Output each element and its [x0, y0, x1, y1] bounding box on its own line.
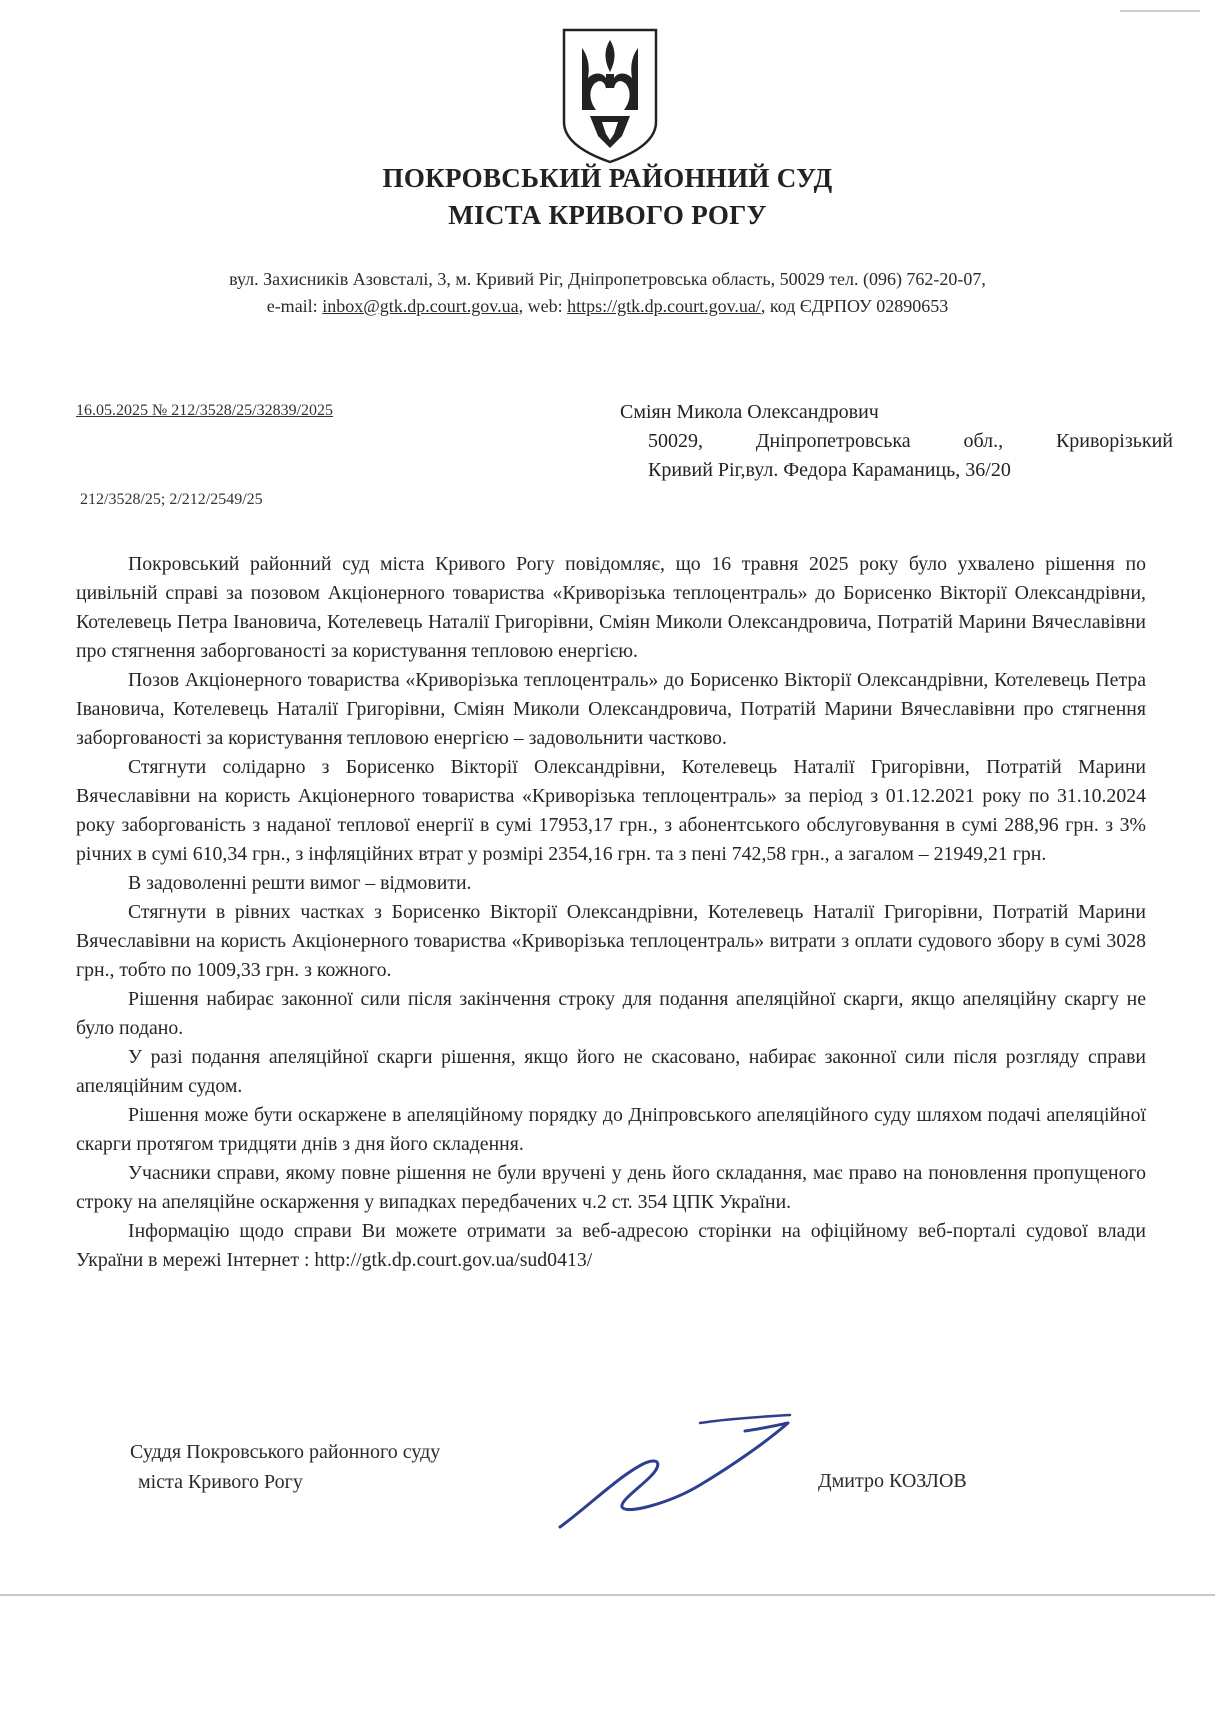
paragraph-4: В задоволенні решти вимог – відмовити.	[128, 872, 472, 894]
web-label: , web:	[518, 296, 568, 316]
court-web-line	[80, 293, 1135, 320]
signer-title-line-2: міста Кривого Рогу	[138, 1471, 303, 1493]
signer-title	[130, 1437, 440, 1497]
page-bottom-rule	[0, 1594, 1215, 1596]
addressee-block	[620, 398, 1173, 485]
paragraph-10: Інформацію щодо справи Ви можете отримати за веб-адресою сторінки на офіційному веб-порталі судової влади України в мережі Інтернет : http://gtk.dp.court.gov.ua/sud0413/	[76, 1220, 1146, 1271]
email-label: e-mail:	[266, 296, 323, 316]
court-address-line: вул. Захисників Азовсталі, 3, м. Кривий Ріг, Дніпропетровська область, 50029 тел. (096) 762-20-07,	[229, 269, 986, 289]
paragraph-7: У разі подання апеляційної скарги рішення, якщо його не скасовано, набирає законної сили після розгляду справи апеляційним судом.	[76, 1046, 1146, 1097]
web-link[interactable]: https://gtk.dp.court.gov.ua/	[567, 296, 761, 316]
case-numbers: 212/3528/25; 2/212/2549/25	[80, 491, 263, 508]
paragraph-2: Позов Акціонерного товариства «Криворізька теплоцентраль» до Борисенко Вікторії Олександрівни, Котелевець Петра Івановича, Котелевець Наталії Григорівни, Сміян Миколи Олександровича, Потратій Марини Вячеславівни про стягнення заборгованості за користування тепловою енергією – задовольнити частково.	[76, 669, 1146, 749]
handwritten-signature	[550, 1405, 800, 1535]
email-link[interactable]: inbox@gtk.dp.court.gov.ua	[322, 296, 519, 316]
letter-body	[76, 550, 1146, 1275]
paragraph-8: Рішення може бути оскаржене в апеляційному порядку до Дніпровського апеляційного суду шляхом подачі апеляційної скарги протягом тридцяти днів з дня його складення.	[76, 1104, 1146, 1155]
addressee-name: Сміян Микола Олександрович	[620, 401, 879, 423]
scan-edge-mark	[1120, 10, 1200, 12]
trident-emblem-icon	[560, 26, 660, 166]
paragraph-6: Рішення набирає законної сили після закінчення строку для подання апеляційної скарги, якщо апеляційну скаргу не було подано.	[76, 988, 1146, 1039]
addressee-address-line-1: 50029, Дніпропетровська обл., Криворізький	[648, 430, 1173, 452]
court-name-line-1: ПОКРОВСЬКИЙ РАЙОННИЙ СУД	[382, 163, 833, 193]
addressee-address-line-2: Кривий Ріг,вул. Федора Караманиць, 36/20	[648, 459, 1011, 481]
edrpou-text: , код ЄДРПОУ 02890653	[760, 296, 949, 316]
court-name-line-2: МІСТА КРИВОГО РОГУ	[448, 200, 767, 230]
paragraph-5: Стягнути в рівних частках з Борисенко Вікторії Олександрівни, Котелевець Наталії Григорівни, Потратій Марини Вячеславівни на користь Акціонерного товариства «Криворізька теплоцентраль» витрати з оплати судового збору в сумі 3028 грн., тобто по 1009,33 грн. з кожного.	[76, 901, 1146, 981]
outgoing-registration-number: 16.05.2025 № 212/3528/25/32839/2025	[76, 402, 334, 419]
judge-name: Дмитро КОЗЛОВ	[818, 1470, 967, 1492]
court-contacts	[80, 266, 1135, 320]
signer-title-line-1: Суддя Покровського районного суду	[130, 1441, 441, 1463]
paragraph-9: Учасники справи, якому повне рішення не були вручені у день його складання, має право на поновлення пропущеного строку на апеляційне оскарження у випадках передбачених ч.2 ст. 354 ЦПК України.	[76, 1162, 1146, 1213]
paragraph-1: Покровський районний суд міста Кривого Рогу повідомляє, що 16 травня 2025 року було ухвалено рішення по цивільній справі за позовом Акціонерного товариства «Криворізька теплоцентраль» до Борисенко Вікторії Олександрівни, Котелевець Петра Івановича, Котелевець Наталії Григорівни, Сміян Миколи Олександровича, Потратій Марини Вячеславівни про стягнення заборгованості за користування тепловою енергією.	[76, 553, 1146, 662]
paragraph-3: Стягнути солідарно з Борисенко Вікторії Олександрівни, Котелевець Наталії Григорівни, Потратій Марини Вячеславівни на користь Акціонерного товариства «Криворізька теплоцентраль» за період з 01.12.2021 року по 31.10.2024 року заборгованість з наданої теплової енергії в сумі 17953,17 грн., з абонентського обслуговування в сумі 288,96 грн. з 3% річних в сумі 610,34 грн., з інфляційних втрат у розмірі 2354,16 грн. та з пені 742,58 грн., а загалом – 21949,21 грн.	[76, 756, 1146, 865]
